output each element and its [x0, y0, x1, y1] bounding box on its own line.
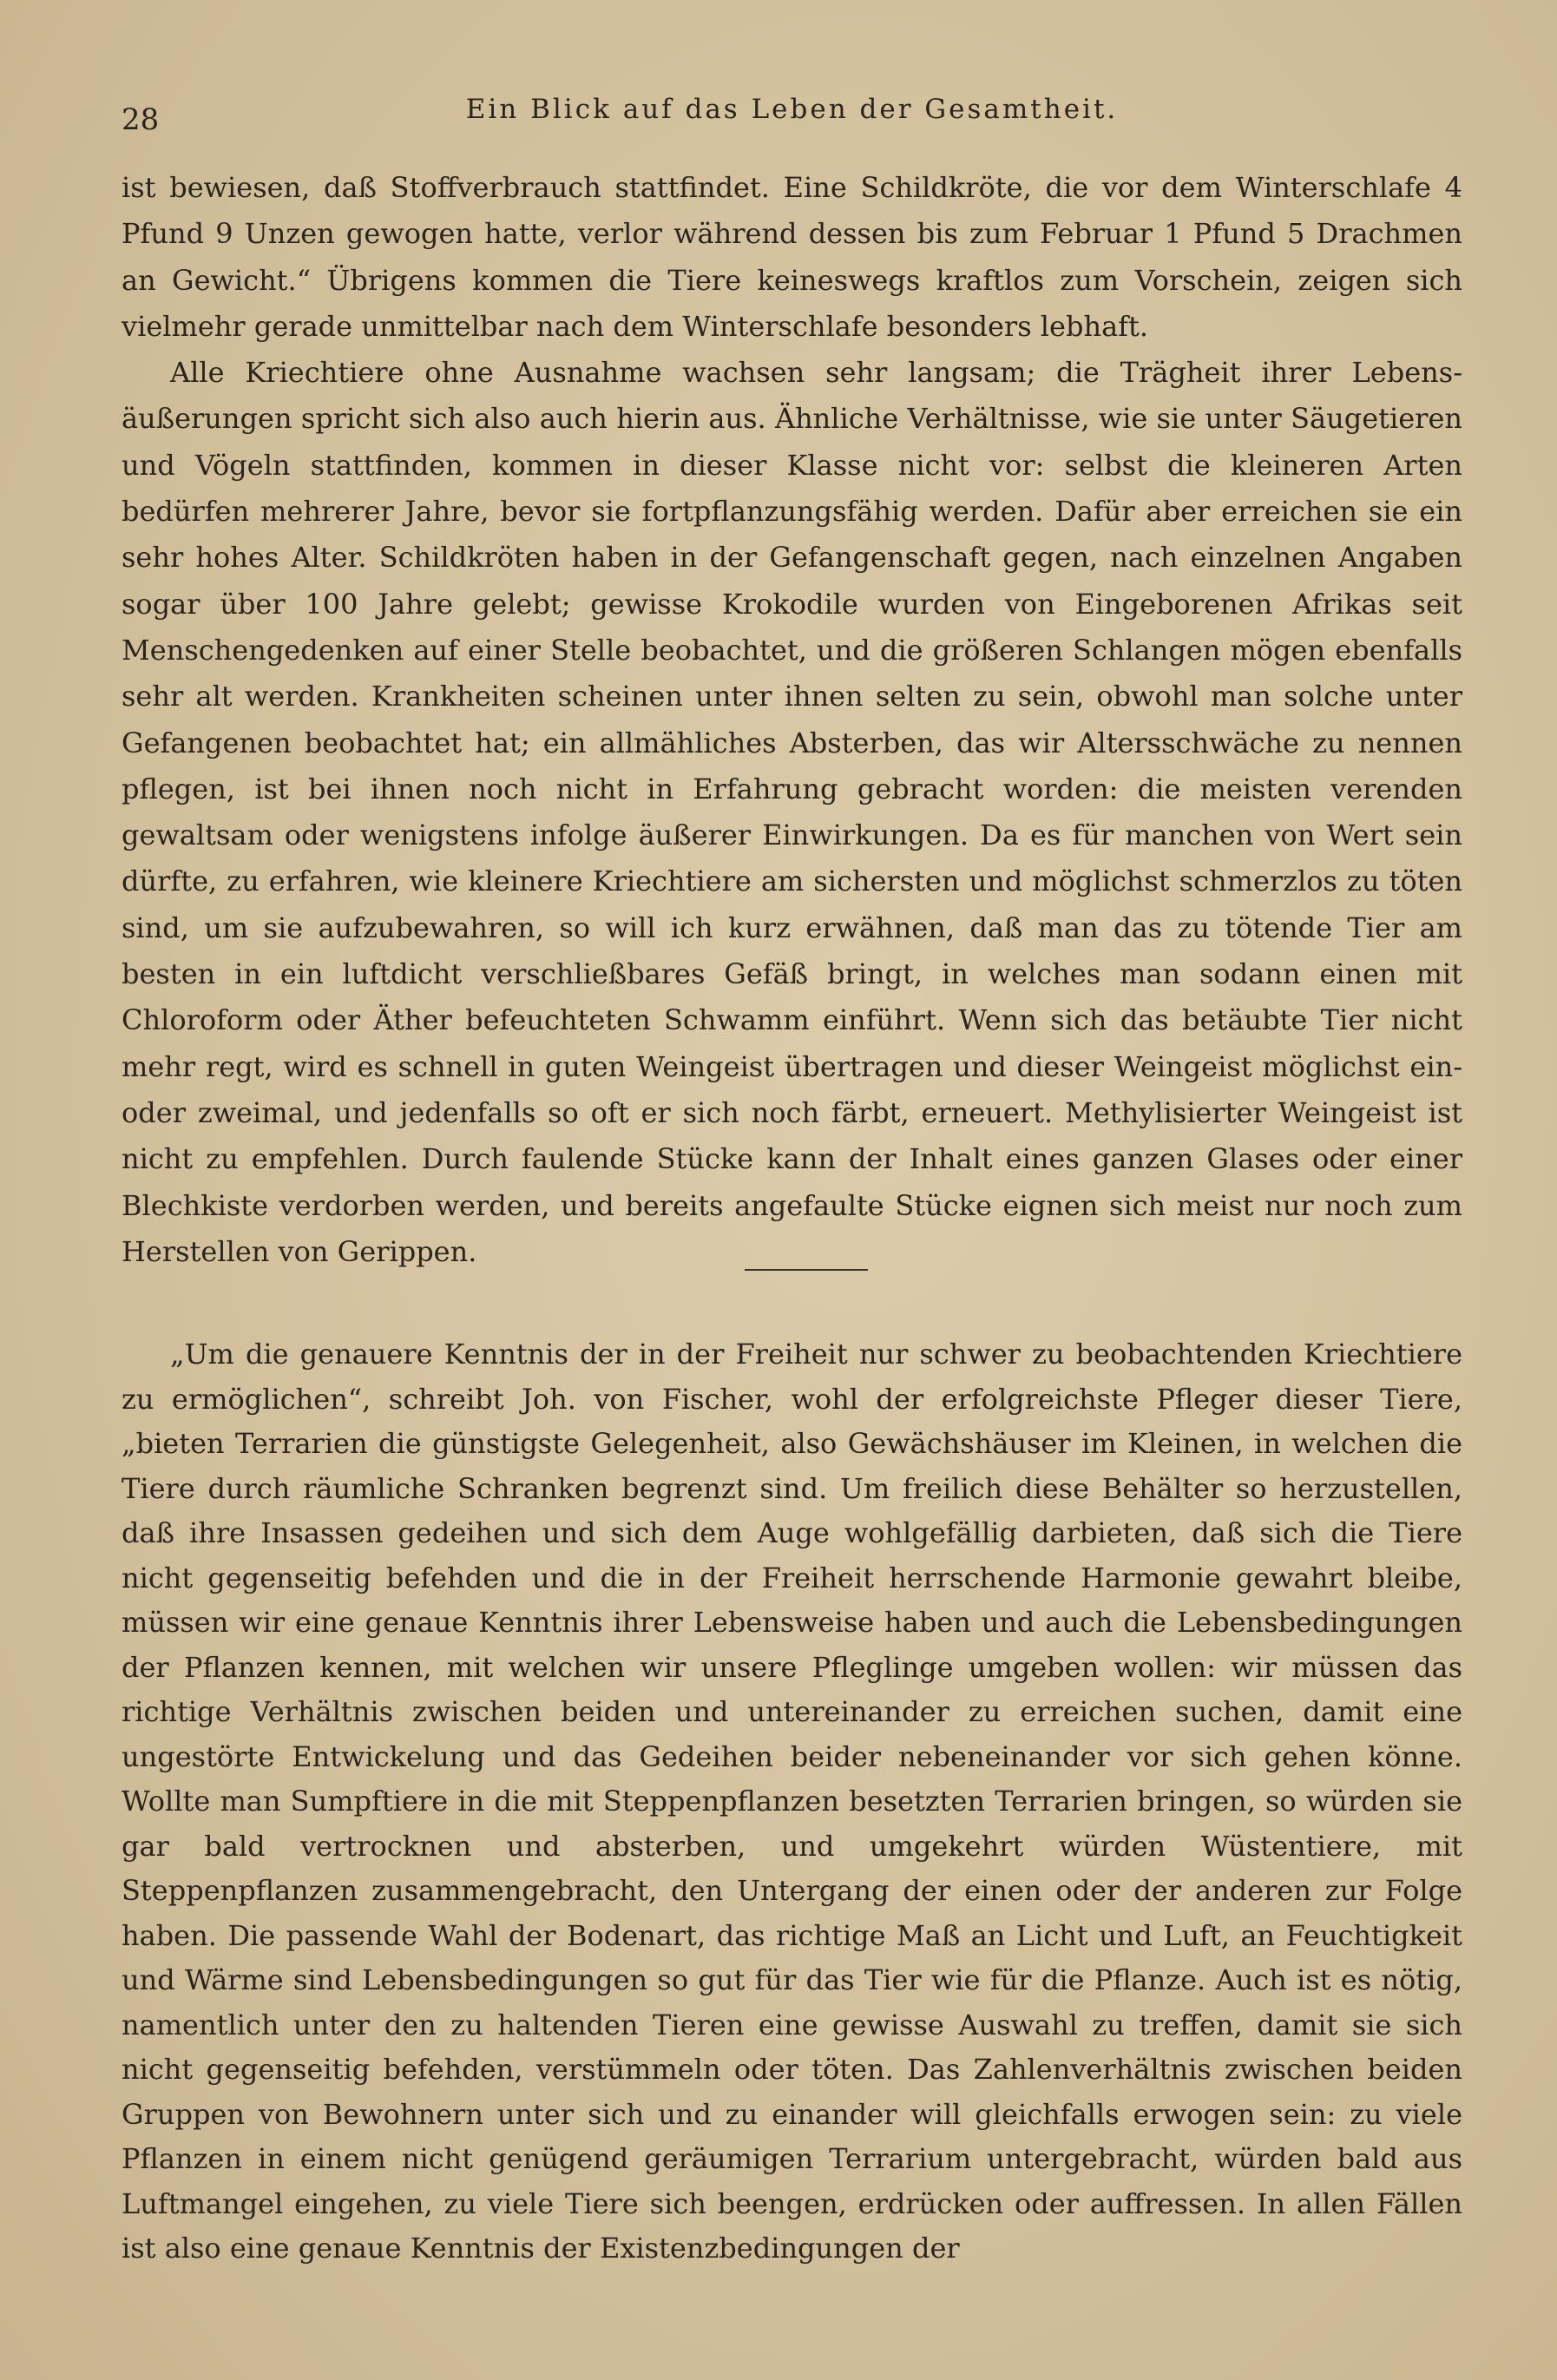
section-divider — [745, 1269, 868, 1271]
text-section-1 — [122, 165, 1462, 1275]
paragraph-growth-and-age: Alle Kriechtiere ohne Ausnahme wachsen sehr langsam; die Trägheit ihrer Lebensäußerungen spricht sich also auch hierin aus. Ähnliche Verhältnisse, wie sie unter Säugetieren und Vögeln stattfinden, kommen in dieser Klasse nicht vor: selbst die kleineren Arten bedürfen mehrerer Jahre, bevor sie fortpflanzungsfähig werden. Dafür aber erreichen sie ein sehr hohes Alter. Schildkröten haben in der Gefangenschaft gegen, nach einzelnen Angaben sogar über 100 Jahre gelebt; gewisse Krokodile wurden von Eingeborenen Afrikas seit Menschengedenken auf einer Stelle beobachtet, und die größeren Schlangen mögen ebenfalls sehr alt werden. Krankheiten scheinen unter ihnen selten zu sein, obwohl man solche unter Gefangenen beobachtet hat; ein allmähliches Absterben, das wir Altersschwäche zu nennen pflegen, ist bei ihnen noch nicht in Erfahrung gebracht worden: die meisten verenden gewaltsam oder wenigstens infolge äußerer Einwirkungen. Da es für manchen von Wert sein dürfte, zu erfahren, wie kleinere Kriechtiere am sichersten und möglichst schmerzlos zu töten sind, um sie aufzubewahren, so will ich kurz erwähnen, daß man das zu tötende Tier am besten in ein luftdicht verschließbares Gefäß bringt, in welches man sodann einen mit Chloroform oder Äther befeuchteten Schwamm einführt. Wenn sich das betäubte Tier nicht mehr regt, wird es schnell in guten Weingeist übertragen und dieser Weingeist möglichst ein- oder zweimal, und jedenfalls so oft er sich noch färbt, erneuert. Methylisierter Weingeist ist nicht zu empfehlen. Durch faulende Stücke kann der Inhalt eines ganzen Glases oder einer Blechkiste verdorben werden, und bereits angefaulte Stücke eignen sich meist nur noch zum Herstellen von Gerippen. — [122, 356, 1462, 1268]
text-section-2 — [122, 1332, 1462, 2272]
page-header — [122, 87, 1462, 139]
page-number: 28 — [122, 102, 160, 137]
paragraph-continued: ist bewiesen, daß Stoffverbrauch stattfindet. Eine Schildkröte, die vor dem Winterschlafe 4 Pfund 9 Unzen gewogen hatte, verlor während dessen bis zum Februar 1 Pfund 5 Drachmen an Gewicht.“ Übrigens kommen die Tiere keineswegs kraftlos zum Vorschein, zeigen sich vielmehr gerade unmittelbar nach dem Winterschlafe besonders lebhaft. — [122, 171, 1462, 343]
paragraph-terrarium-quote: „Um die genauere Kenntnis der in der Freiheit nur schwer zu beobachtenden Kriechtiere zu ermöglichen“, schreibt Joh. von Fischer, wohl der erfolgreichste Pfleger dieser Tiere, „bieten Terrarien die günstigste Gelegenheit, also Gewächshäuser im Kleinen, in welchen die Tiere durch räumliche Schranken begrenzt sind. Um freilich diese Behälter so herzustellen, daß ihre Insassen gedeihen und sich dem Auge wohlgefällig darbieten, daß sich die Tiere nicht gegenseitig befehden und die in der Freiheit herrschende Harmonie gewahrt bleibe, müssen wir eine genaue Kenntnis ihrer Lebensweise haben und auch die Lebensbedingungen der Pflanzen kennen, mit welchen wir unsere Pfleglinge umgeben wollen: wir müssen das richtige Verhältnis zwischen beiden und untereinander zu erreichen suchen, damit eine ungestörte Entwickelung und das Gedeihen beider nebeneinander vor sich gehen könne. Wollte man Sumpftiere in die mit Steppenpflanzen besetzten Terrarien bringen, so würden sie gar bald vertrocknen und absterben, und umgekehrt würden Wüstentiere, mit Steppenpflanzen zusammengebracht, den Untergang der einen oder der anderen zur Folge haben. Die passende Wahl der Bodenart, das richtige Maß an Licht und Luft, an Feuchtigkeit und Wärme sind Lebensbedingungen so gut für das Tier wie für die Pflanze. Auch ist es nötig, namentlich unter den zu haltenden Tieren eine gewisse Auswahl zu treffen, damit sie sich nicht gegenseitig befehden, verstümmeln oder töten. Das Zahlenverhältnis zwischen beiden Gruppen von Bewohnern unter sich und zu einander will gleichfalls erwogen sein: zu viele Pflanzen in einem nicht genügend geräumigen Terrarium untergebracht, würden bald aus Luftmangel eingehen, zu viele Tiere sich beengen, erdrücken oder auffressen. In allen Fällen ist also eine genaue Kenntnis der Existenzbedingungen der — [122, 1338, 1462, 2265]
running-head: Ein Blick auf das Leben der Gesamtheit. — [465, 94, 1119, 125]
